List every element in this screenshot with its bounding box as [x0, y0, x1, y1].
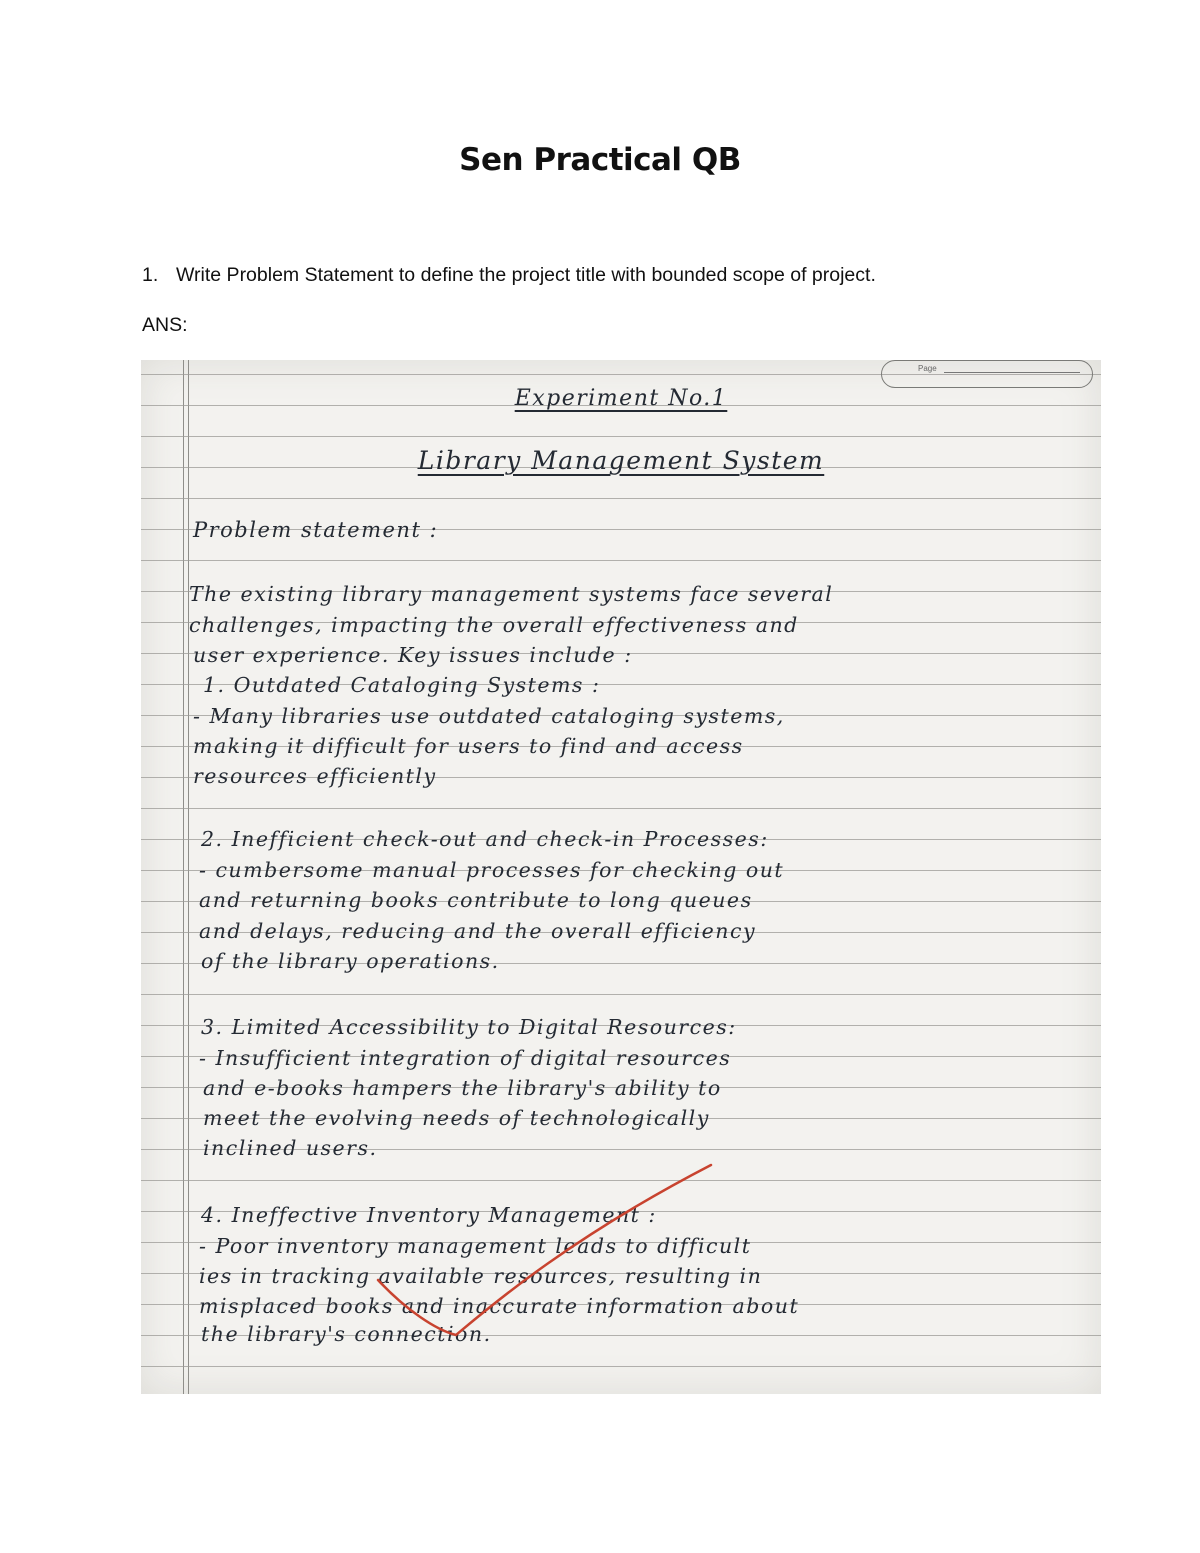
project-title: Library Management System — [417, 446, 825, 475]
page-stamp-label: Page — [918, 364, 937, 373]
handwritten-line: 4. Ineffective Inventory Management : — [201, 1203, 657, 1227]
handwritten-line: making it difficult for users to find and access — [193, 734, 744, 758]
handwritten-line: - Poor inventory management leads to difficult — [199, 1234, 752, 1258]
handwritten-line: of the library operations. — [201, 949, 500, 973]
notebook-rule-line — [141, 436, 1101, 437]
teacher-check-mark-icon — [366, 1160, 726, 1340]
handwritten-line: and delays, reducing and the overall efficiency — [199, 919, 757, 943]
document-title: Sen Practical QB — [459, 142, 741, 178]
handwritten-line: The existing library management systems face several — [189, 582, 834, 606]
handwritten-line: misplaced books and inaccurate information about — [199, 1294, 800, 1318]
handwritten-line: - Many libraries use outdated cataloging systems, — [193, 704, 785, 728]
answer-label: ANS: — [142, 314, 188, 336]
handwritten-line: 3. Limited Accessibility to Digital Resources: — [201, 1015, 737, 1039]
handwritten-line: - cumbersome manual processes for checking out — [199, 858, 785, 882]
handwritten-line: 2. Inefficient check-out and check-in Processes: — [201, 827, 769, 851]
notebook-rule-line — [141, 994, 1101, 995]
notebook-rule-line — [141, 498, 1101, 499]
question-1 — [142, 264, 876, 287]
notebook-margin-line — [188, 360, 189, 1394]
handwritten-line: resources efficiently — [193, 764, 437, 788]
handwritten-line: meet the evolving needs of technologically — [203, 1106, 710, 1130]
handwritten-line: inclined users. — [203, 1136, 378, 1160]
handwritten-line: 1. Outdated Cataloging Systems : — [203, 673, 601, 697]
notebook-rule-line — [141, 560, 1101, 561]
notebook-rule-line — [141, 808, 1101, 809]
page-number-stamp — [881, 360, 1093, 388]
notebook-rule-line — [141, 1366, 1101, 1367]
section-heading: Problem statement : — [193, 518, 439, 542]
handwritten-line: and returning books contribute to long queues — [199, 888, 753, 912]
experiment-heading: Experiment No.1 — [514, 386, 728, 411]
handwritten-notebook-photo — [141, 360, 1101, 1394]
handwritten-line: user experience. Key issues include : — [193, 643, 633, 667]
notebook-margin-line — [183, 360, 184, 1394]
handwritten-line: and e-books hampers the library's ability to — [203, 1076, 722, 1100]
handwritten-line: - Insufficient integration of digital resources — [199, 1046, 732, 1070]
handwritten-line: challenges, impacting the overall effectiveness and — [189, 613, 799, 637]
question-text: Write Problem Statement to define the project title with bounded scope of project. — [176, 264, 876, 286]
question-number: 1. — [142, 264, 159, 286]
handwritten-line: ies in tracking available resources, resulting in — [199, 1264, 763, 1288]
handwritten-line: the library's connection. — [201, 1322, 492, 1346]
